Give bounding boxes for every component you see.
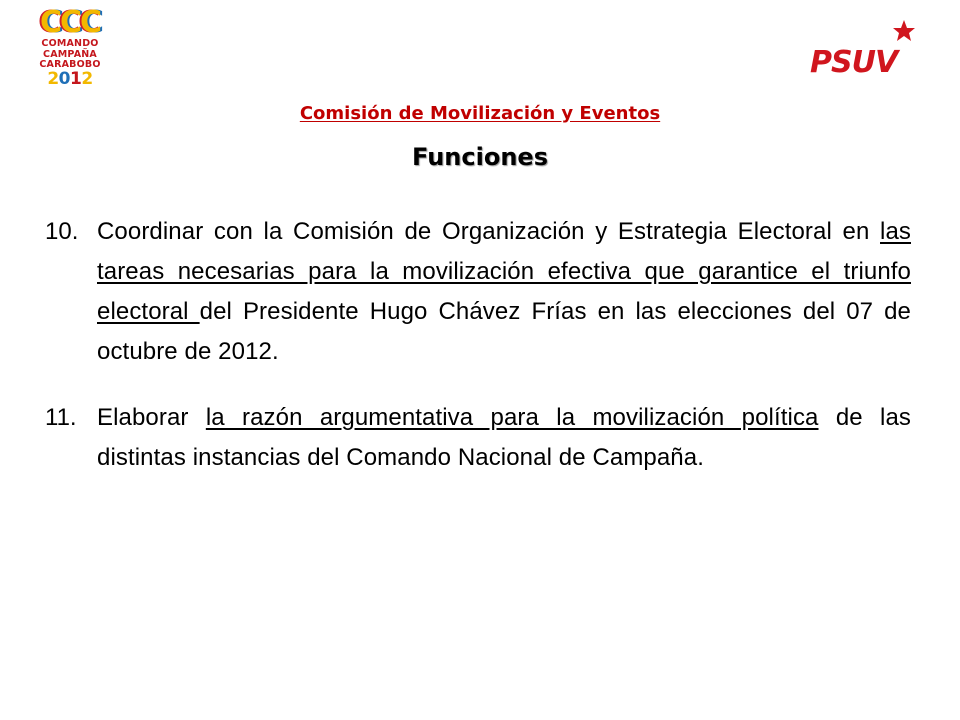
functions-list [45, 212, 911, 504]
list-item-text: Coordinar con la Comisión de Organización y Estrategia Electoral en las tareas necesarias para la movilización efectiva que garantice el triunfo electoral del Presidente Hugo Chávez Frías en las elecciones del 07 de octubre de 2012. [97, 218, 911, 365]
ccc-logo-line-campana: CAMPAÑA [43, 48, 97, 60]
list-item-number: 10. [45, 218, 79, 245]
psuv-star-icon [893, 20, 915, 41]
psuv-logo [808, 18, 938, 80]
underlined-phrase: la razón argumentativa para la movilización política [205, 404, 819, 431]
ccc-logo-line-carabobo: CARABOBO [39, 59, 101, 70]
list-item [45, 212, 911, 372]
list-item-number: 11. [45, 404, 77, 431]
ccc-logo-line-comando: COMANDO [41, 38, 99, 49]
psuv-logo-text: PSUV [810, 45, 898, 80]
ccc-logo [20, 5, 120, 96]
page-title: Funciones [412, 143, 548, 171]
commission-subtitle: Comisión de Movilización y Eventos [299, 103, 661, 124]
underlined-phrase: las tareas necesarias para la movilización efectiva que garantice el triunfo electoral [97, 218, 911, 325]
list-item-text: Elaborar la razón argumentativa para la movilización política de las distintas instancias del Comando Nacional de Campaña. [97, 404, 911, 471]
ccc-logo-year: 2012 [47, 68, 93, 89]
list-item [45, 398, 911, 478]
ccc-logo-mark: CCC [39, 5, 101, 40]
